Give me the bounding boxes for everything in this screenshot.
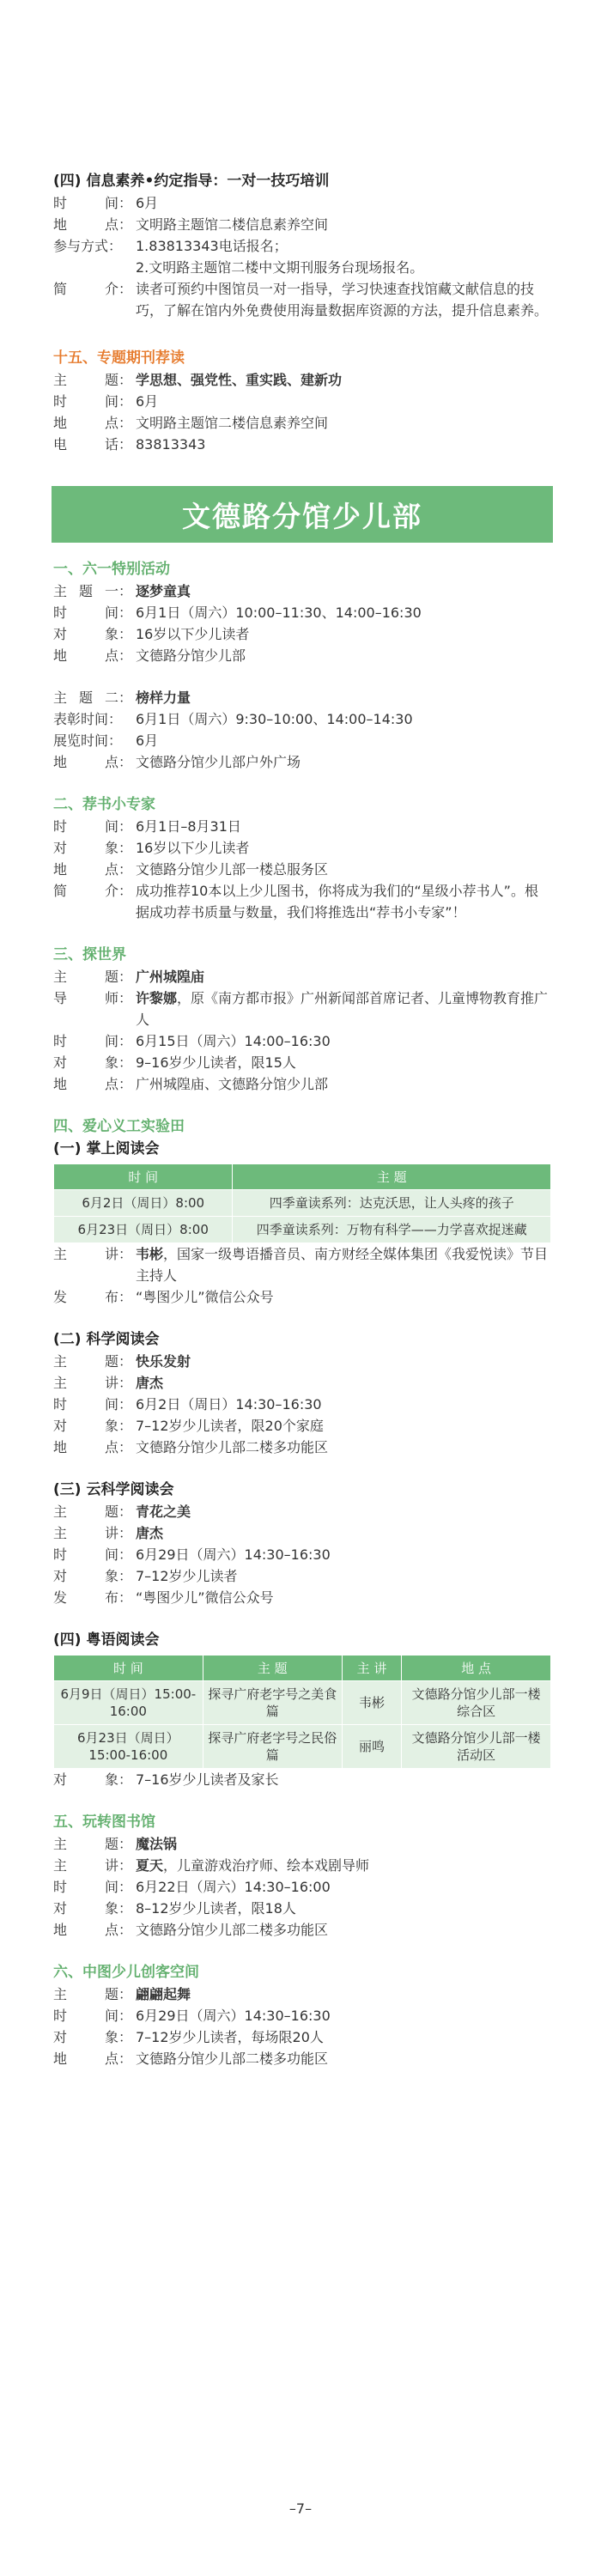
info-key-char: 地: [53, 861, 68, 878]
info-key: [53, 687, 136, 708]
info-row: [53, 816, 551, 837]
info-row: [53, 235, 551, 257]
table-cell: 四季童读系列：万物有科学——力学喜欢捉迷藏: [233, 1217, 551, 1243]
table-header: 时 间: [54, 1656, 203, 1681]
info-key: [53, 1919, 136, 1941]
info-key-char: 对: [53, 1418, 68, 1434]
info-key-char: 象：: [104, 2029, 132, 2045]
info-value: 文明路主题馆二楼信息素养空间: [136, 216, 329, 233]
info-key-char: 地: [53, 647, 68, 664]
section-title: 一、六一特别活动: [53, 561, 170, 578]
info-key-char: 时: [53, 1033, 68, 1049]
info-key-text: [53, 257, 132, 278]
info-key-char: 地: [53, 415, 68, 431]
info-row: [53, 2026, 551, 2048]
info-value-strong: 夏天: [136, 1857, 164, 1874]
info-key: [53, 434, 136, 455]
info-row: [53, 1855, 551, 1876]
info-row: [53, 1052, 551, 1073]
info-key: [53, 1984, 136, 2005]
subsection-title: (四) 粤语阅读会: [53, 1631, 160, 1649]
section-title: 二、荐书小专家: [53, 796, 155, 813]
info-row: [53, 1522, 551, 1544]
info-row: [53, 1544, 551, 1565]
info-row: [53, 2048, 551, 2069]
info-key-text: 参与方式：: [53, 238, 123, 254]
table-header: 主 题: [233, 1164, 551, 1190]
info-key-char: 时: [53, 1879, 68, 1895]
info-key: [53, 257, 136, 278]
info-key: [53, 412, 136, 434]
info-key: [53, 816, 136, 837]
info-key-char: 对: [53, 1568, 68, 1584]
info-value: 16岁以下少儿读者: [136, 626, 250, 642]
info-key: [53, 645, 136, 666]
subsection-title: (二) 科学阅读会: [53, 1331, 160, 1348]
info-key-char: 点：: [104, 1076, 132, 1092]
info-key: [53, 580, 136, 602]
info-key: [53, 369, 136, 391]
info-key-char: 主: [53, 1525, 68, 1541]
info-key-char: 主: [53, 690, 68, 706]
section-title: 四、爱心义工实验田: [53, 1118, 185, 1135]
info-row: [53, 645, 551, 666]
cantonese-table: [53, 1655, 551, 1769]
info-value: [136, 1855, 551, 1876]
info-value: 6月: [136, 732, 159, 749]
info-row: [53, 602, 551, 623]
info-key: [53, 837, 136, 859]
info-key: [53, 1286, 136, 1308]
info-key-char: 地: [53, 2050, 68, 2067]
section-title: 三、探世界: [53, 946, 126, 963]
info-key: [53, 987, 136, 1030]
table-cell: 四季童读系列：达克沃思，让人头疼的孩子: [233, 1190, 551, 1217]
spacer: [53, 666, 551, 687]
table-header: 地 点: [402, 1656, 551, 1681]
info-value: 9–16岁少儿读者，限15人: [136, 1054, 296, 1071]
info-key: [53, 214, 136, 235]
info-key-char: 发: [53, 1289, 68, 1305]
info-key-char: 点：: [104, 1922, 132, 1938]
info-key-char: 间：: [104, 1879, 132, 1895]
info-key: [53, 859, 136, 880]
info-row: [53, 214, 551, 235]
info-key-char: 一：: [104, 583, 132, 599]
info-key: [53, 1372, 136, 1394]
content: [53, 170, 551, 2069]
info-key-char: 电: [53, 436, 68, 453]
info-key: [53, 2048, 136, 2069]
info-key-char: 间：: [104, 195, 132, 211]
info-value: 6月22日（周六）14:30–16:00: [136, 1879, 331, 1895]
info-row: [53, 966, 551, 987]
info-row: [53, 837, 551, 859]
info-key-char: 讲：: [104, 1857, 132, 1874]
info-row: [53, 1243, 551, 1286]
info-key-char: 间：: [104, 2008, 132, 2024]
info-key-char: 二：: [104, 690, 132, 706]
info-key-char: 点：: [104, 2050, 132, 2067]
info-value: 7–12岁少儿读者: [136, 1568, 238, 1584]
info-key-char: 对: [53, 1054, 68, 1071]
info-key-char: 地: [53, 1922, 68, 1938]
info-value: 83813343: [136, 436, 206, 453]
info-value: 7–16岁少儿读者及家长: [136, 1771, 279, 1788]
info-key-char: 对: [53, 1771, 68, 1788]
table-row: [54, 1725, 551, 1769]
table-header-row: [54, 1656, 551, 1681]
info-key-char: 地: [53, 1076, 68, 1092]
info-key-char: 主: [53, 1246, 68, 1262]
info-key: [53, 235, 136, 257]
info-value: 6月: [136, 393, 159, 410]
info-key: [53, 1833, 136, 1855]
info-key: [53, 1898, 136, 1919]
info-row: [53, 1351, 551, 1372]
info-value: 成功推荐10本以上少儿图书，你将成为我们的“星级小荐书人”。根据成功荐书质量与数量，我们将推选出“荐书小专家”！: [136, 883, 538, 920]
info-key-char: 讲：: [104, 1246, 132, 1262]
info-key: [53, 1544, 136, 1565]
info-key-char: 间：: [104, 1396, 132, 1413]
table-header: 主 讲: [342, 1656, 401, 1681]
table-cell: 文德路分馆少儿部一楼综合区: [402, 1681, 551, 1725]
info-row: [53, 687, 551, 708]
info-value: 唐杰: [136, 1375, 164, 1391]
info-key: [53, 2005, 136, 2026]
info-key-char: 点：: [104, 754, 132, 770]
info-key-char: 主: [53, 1504, 68, 1520]
info-key: [53, 602, 136, 623]
info-key-char: 时: [53, 195, 68, 211]
info-row: [53, 1394, 551, 1415]
info-key-char: 主: [53, 1353, 68, 1370]
info-value: 7–12岁少儿读者，限20个家庭: [136, 1418, 324, 1434]
info-key: [53, 1855, 136, 1876]
info-row: [53, 751, 551, 773]
table-header: 时 间: [54, 1164, 233, 1190]
spacer: [53, 1608, 551, 1629]
info-key-char: 题：: [104, 1504, 132, 1520]
table-cell: 韦彬: [342, 1681, 401, 1725]
subsection-title: (四) 信息素养•约定指导：一对一技巧培训: [53, 173, 330, 190]
table-cell: 文德路分馆少儿部一楼活动区: [402, 1725, 551, 1769]
info-key-char: 布：: [104, 1289, 132, 1305]
table-cell: 6月2日（周日）8:00: [54, 1190, 233, 1217]
info-row: [53, 1073, 551, 1095]
info-key-char: 时: [53, 605, 68, 621]
info-value: 7–12岁少儿读者，每场限20人: [136, 2029, 324, 2045]
info-value: 16岁以下少儿读者: [136, 840, 250, 856]
page-number: –7–: [288, 2500, 313, 2517]
info-key-char: 间：: [104, 393, 132, 410]
table-row: [54, 1217, 551, 1243]
info-row: [53, 391, 551, 412]
info-row: [53, 434, 551, 455]
info-key-char: 对: [53, 1900, 68, 1917]
info-row: [53, 1565, 551, 1587]
info-key: [53, 1501, 136, 1522]
info-row: [53, 1919, 551, 1941]
table-cell: 丽鸣: [342, 1725, 401, 1769]
info-key-char: 时: [53, 818, 68, 835]
info-key: [53, 391, 136, 412]
info-key-char: 象：: [104, 1771, 132, 1788]
info-key-char: 点：: [104, 216, 132, 233]
info-key: [53, 751, 136, 773]
info-key: [53, 1415, 136, 1437]
info-value: 6月29日（周六）14:30–16:30: [136, 1546, 331, 1563]
info-value: 唐杰: [136, 1525, 164, 1541]
info-row: [53, 2005, 551, 2026]
info-key-char: 间：: [104, 1546, 132, 1563]
info-key-char: 对: [53, 840, 68, 856]
info-value-strong: 韦彬: [136, 1246, 164, 1262]
info-key: [53, 2026, 136, 2048]
info-key-char: 题：: [104, 372, 132, 388]
info-key: [53, 1243, 136, 1286]
banner-title: 文德路分馆少儿部: [52, 486, 553, 543]
table-cell: 6月9日（周日）15:00-16:00: [54, 1681, 203, 1725]
info-key-char: 点：: [104, 415, 132, 431]
info-key: [53, 966, 136, 987]
info-value: 文德路分馆少儿部户外广场: [136, 754, 301, 770]
reading-table: [53, 1163, 551, 1243]
info-value: 6月15日（周六）14:00–16:30: [136, 1033, 331, 1049]
info-key-char: 介：: [104, 883, 132, 899]
info-key-char: 地: [53, 754, 68, 770]
info-row: [53, 859, 551, 880]
info-row: [53, 1833, 551, 1855]
info-value: 文德路分馆少儿部二楼多功能区: [136, 1922, 329, 1938]
info-value: 6月2日（周日）14:30–16:30: [136, 1396, 322, 1413]
info-key-char: 题：: [104, 969, 132, 985]
info-key: [53, 192, 136, 214]
info-key-char: 象：: [104, 1900, 132, 1917]
info-key-char: 象：: [104, 1568, 132, 1584]
info-key-text: 表彰时间：: [53, 711, 123, 727]
info-key-char: 简: [53, 281, 68, 297]
info-value: 6月1日（周六）10:00–11:30、14:00–16:30: [136, 605, 422, 621]
info-key-char: 象：: [104, 840, 132, 856]
info-value-strong: 许黎娜: [136, 990, 178, 1006]
info-row: [53, 730, 551, 751]
info-key-char: 主: [53, 583, 68, 599]
info-row: [53, 580, 551, 602]
table-cell: 6月23日（周日）15:00-16:00: [54, 1725, 203, 1769]
info-row: [53, 1286, 551, 1308]
info-value: [136, 987, 551, 1030]
info-key-char: 对: [53, 2029, 68, 2045]
info-value: 文明路主题馆二楼信息素养空间: [136, 415, 329, 431]
info-row: [53, 1876, 551, 1898]
table-cell: 探寻广府老字号之美食篇: [203, 1681, 342, 1725]
info-key: [53, 278, 136, 321]
info-row: [53, 1437, 551, 1458]
info-row: [53, 623, 551, 645]
table-row: [54, 1681, 551, 1725]
info-key-char: 师：: [104, 990, 132, 1006]
info-key: [53, 880, 136, 923]
info-value: “粤图少儿”微信公众号: [136, 1289, 274, 1305]
info-value: 青花之美: [136, 1504, 191, 1520]
info-key-char: 介：: [104, 281, 132, 297]
info-key-text: 展览时间：: [53, 732, 123, 749]
spacer: [53, 1458, 551, 1479]
table-row: [54, 1190, 551, 1217]
info-value: 学思想、强党性、重实践、建新功: [136, 372, 343, 388]
info-key-char: 简: [53, 883, 68, 899]
info-key: [53, 1394, 136, 1415]
info-value: 6月29日（周六）14:30–16:30: [136, 2008, 331, 2024]
info-key-char: 间：: [104, 1033, 132, 1049]
info-value: 6月1日（周六）9:30–10:00、14:00–14:30: [136, 711, 413, 727]
info-value-rest: ，儿童游戏治疗师、绘本戏剧导师: [163, 1857, 370, 1874]
info-value: 文德路分馆少儿部二楼多功能区: [136, 2050, 329, 2067]
info-row: [53, 192, 551, 214]
info-key-char: 时: [53, 2008, 68, 2024]
info-value: 文德路分馆少儿部: [136, 647, 246, 664]
table-cell: 探寻广府老字号之民俗篇: [203, 1725, 342, 1769]
info-key-char: 地: [53, 1439, 68, 1455]
info-key: [53, 1437, 136, 1458]
info-value: 翩翩起舞: [136, 1986, 191, 2002]
info-row: [53, 708, 551, 730]
info-value: 6月: [136, 195, 159, 211]
info-value-rest: ，国家一级粤语播音员、南方财经全媒体集团《我爱悦读》节目主持人: [136, 1246, 549, 1284]
info-key-char: 主: [53, 969, 68, 985]
info-key-char: 象：: [104, 626, 132, 642]
info-value: 8–12岁少儿读者，限18人: [136, 1900, 296, 1917]
info-key-char: 时: [53, 393, 68, 410]
info-key-char: 讲：: [104, 1375, 132, 1391]
info-key-char: 题：: [104, 1836, 132, 1852]
section-title: 五、玩转图书馆: [53, 1814, 155, 1831]
info-key: [53, 1522, 136, 1544]
info-key-char: 主: [53, 1857, 68, 1874]
info-row: [53, 1415, 551, 1437]
info-value: 魔法锅: [136, 1836, 178, 1852]
info-row: [53, 1984, 551, 2005]
info-key-char: 点：: [104, 861, 132, 878]
info-key-char: 主: [53, 1836, 68, 1852]
info-key: [53, 708, 136, 730]
info-key: [53, 1030, 136, 1052]
info-value: 6月1日–8月31日: [136, 818, 241, 835]
info-row: [53, 1769, 551, 1790]
info-key-char: 时: [53, 1396, 68, 1413]
info-row: [53, 1372, 551, 1394]
info-key: [53, 1052, 136, 1073]
info-key-char: 主: [53, 372, 68, 388]
info-row: [53, 987, 551, 1030]
info-key: [53, 1769, 136, 1790]
info-key-char: 导: [53, 990, 68, 1006]
info-value-rest: ，原《南方都市报》广州新闻部首席记者、儿童博物教育推广人: [136, 990, 549, 1028]
info-row: [53, 257, 551, 278]
info-key-char: 象：: [104, 1054, 132, 1071]
info-key: [53, 1565, 136, 1587]
info-row: [53, 1501, 551, 1522]
info-row: [53, 1587, 551, 1608]
info-row: [53, 880, 551, 923]
info-value: 逐梦童真: [136, 583, 191, 599]
info-value: [136, 1243, 551, 1286]
info-key: [53, 1073, 136, 1095]
table-cell: 6月23日（周日）8:00: [54, 1217, 233, 1243]
info-key-char: 主: [53, 1986, 68, 2002]
info-row: [53, 278, 551, 321]
info-key-char: 象：: [104, 1418, 132, 1434]
info-value: 读者可预约中图馆员一对一指导，学习快速查找馆藏文献信息的技巧，了解在馆内外免费使用海量数据库资源的方法，提升信息素养。: [136, 281, 549, 319]
info-key-char: 题：: [104, 1353, 132, 1370]
info-value: 1.83813343电话报名；: [136, 238, 288, 254]
info-key-char: 话：: [104, 436, 132, 453]
subsection-title: (一) 掌上阅读会: [53, 1140, 160, 1157]
info-key-char: 点：: [104, 647, 132, 664]
info-key: [53, 623, 136, 645]
info-key: [53, 730, 136, 751]
info-row: [53, 1898, 551, 1919]
info-key-char: 点：: [104, 1439, 132, 1455]
info-key-char: 主: [53, 1375, 68, 1391]
table-header-row: [54, 1164, 551, 1190]
info-row: [53, 412, 551, 434]
info-row: [53, 369, 551, 391]
spacer: [53, 1308, 551, 1328]
info-key-char: 布：: [104, 1589, 132, 1606]
info-value: 文德路分馆少儿部二楼多功能区: [136, 1439, 329, 1455]
info-value: 广州城隍庙、文德路分馆少儿部: [136, 1076, 329, 1092]
info-key: [53, 1876, 136, 1898]
subsection-title: (三) 云科学阅读会: [53, 1481, 174, 1498]
info-value: 广州城隍庙: [136, 969, 205, 985]
info-key-char: 间：: [104, 818, 132, 835]
info-key-char: 对: [53, 626, 68, 642]
info-value: 文德路分馆少儿部一楼总服务区: [136, 861, 329, 878]
info-value: 榜样力量: [136, 690, 191, 706]
info-key-char: 题：: [104, 1986, 132, 2002]
section-title: 十五、专题期刊荐读: [53, 349, 185, 367]
info-value: 2.文明路主题馆二楼中文期刊服务台现场报名。: [136, 259, 424, 276]
info-key-char: 题: [78, 583, 93, 599]
section-title: 六、中图少儿创客空间: [53, 1964, 199, 1981]
info-key-char: 发: [53, 1589, 68, 1606]
info-key-char: 间：: [104, 605, 132, 621]
info-key-char: 题: [78, 690, 93, 706]
info-key: [53, 1587, 136, 1608]
info-key: [53, 1351, 136, 1372]
info-value: 快乐发射: [136, 1353, 191, 1370]
info-value: “粤图少儿”微信公众号: [136, 1589, 274, 1606]
info-key-char: 讲：: [104, 1525, 132, 1541]
table-header: 主 题: [203, 1656, 342, 1681]
info-row: [53, 1030, 551, 1052]
info-key-char: 地: [53, 216, 68, 233]
info-key-char: 时: [53, 1546, 68, 1563]
